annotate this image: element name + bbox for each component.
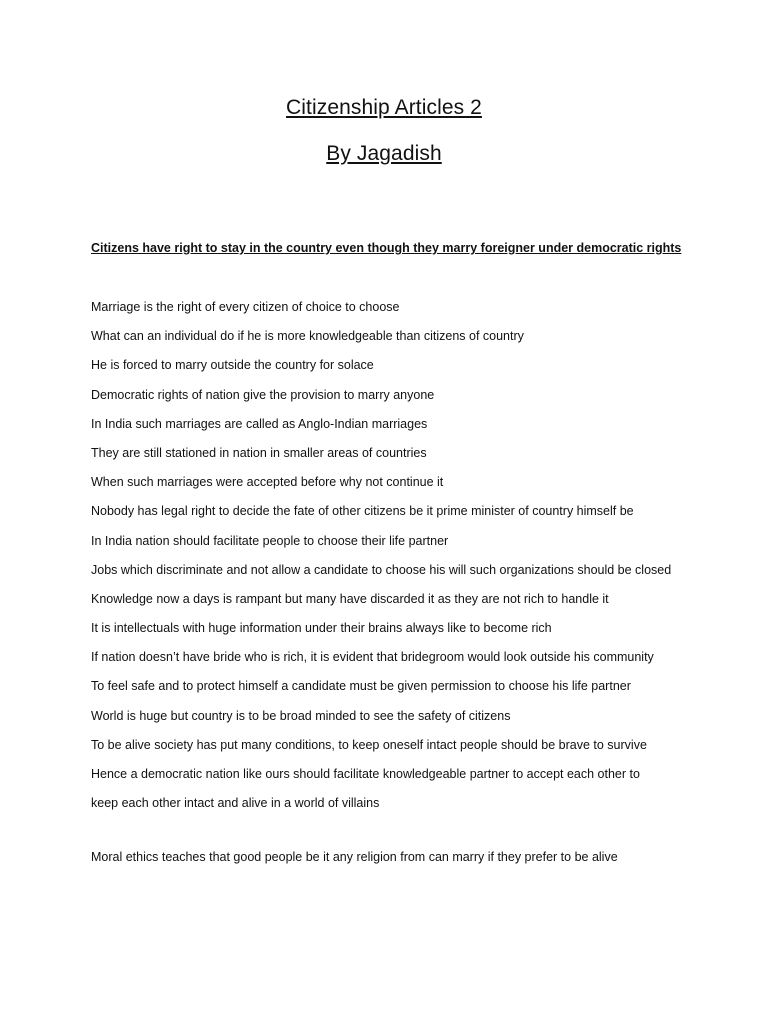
body-line: Jobs which discriminate and not allow a candidate to choose his will such organizations should be closed — [91, 562, 672, 577]
body-line: In India such marriages are called as Anglo-Indian marriages — [91, 416, 428, 431]
body-line: Democratic rights of nation give the provision to marry anyone — [91, 387, 435, 402]
document-title: Citizenship Articles 2 — [286, 96, 482, 119]
body-line: To feel safe and to protect himself a candidate must be given permission to choose his life partner — [91, 679, 631, 694]
body-line: In India nation should facilitate people to choose their life partner — [91, 533, 449, 548]
body-line: To be alive society has put many conditions, to keep oneself intact people should be brave to survive — [91, 737, 647, 752]
document-body — [91, 297, 671, 822]
body-line: If nation doesn’t have bride who is rich, it is evident that bridegroom would look outside his community — [91, 650, 654, 665]
body-line: Knowledge now a days is rampant but many have discarded it as they are not rich to handle it — [91, 591, 609, 606]
document-closing-line: Moral ethics teaches that good people be it any religion from can marry if they prefer to be alive — [91, 850, 618, 864]
body-line: Nobody has legal right to decide the fate of other citizens be it prime minister of country himself be — [91, 504, 634, 519]
body-line: keep each other intact and alive in a world of villains — [91, 796, 380, 811]
body-line: Hence a democratic nation like ours should facilitate knowledgeable partner to accept each other to — [91, 767, 640, 781]
body-line: World is huge but country is to be broad minded to see the safety of citizens — [91, 708, 511, 723]
document-author: By Jagadish — [326, 142, 442, 165]
body-line: What can an individual do if he is more knowledgeable than citizens of country — [91, 329, 524, 344]
body-line: When such marriages were accepted before why not continue it — [91, 475, 444, 490]
body-line: It is intellectuals with huge information under their brains always like to become rich — [91, 621, 552, 636]
body-line: Marriage is the right of every citizen of choice to choose — [91, 300, 400, 314]
body-line: He is forced to marry outside the country for solace — [91, 358, 374, 373]
document-subheading: Citizens have right to stay in the country even though they marry foreigner under democratic rights — [91, 241, 682, 255]
body-line: They are still stationed in nation in smaller areas of countries — [91, 445, 427, 460]
